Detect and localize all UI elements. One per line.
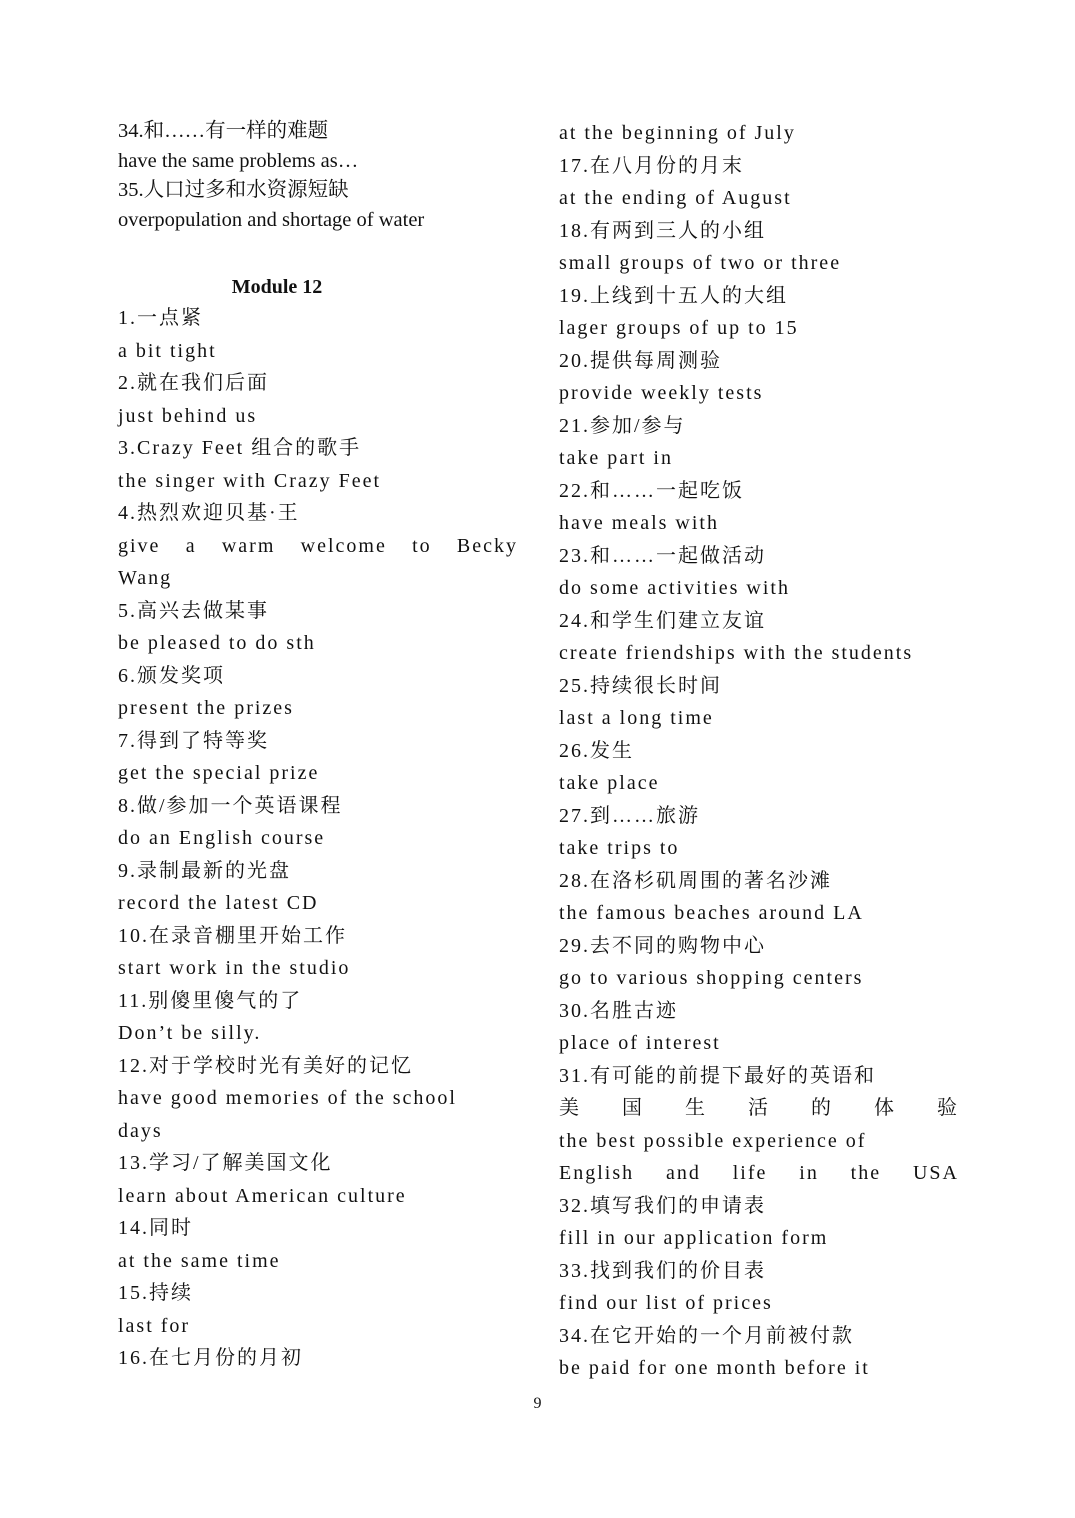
text-line: days [118, 1119, 163, 1142]
right-column [559, 117, 959, 1385]
text-line: 2.就在我们后面 [118, 372, 269, 394]
intro-line: 35.人口过多和水资源短缺 [118, 179, 349, 201]
text-line: 20.提供每周测验 [559, 349, 722, 372]
text-line: be paid for one month before it [559, 1357, 870, 1379]
text-line: find our list of prices [559, 1292, 773, 1314]
text-line: have good memories of the school [118, 1087, 457, 1109]
text-line: Wang [118, 567, 173, 589]
text-line: 29.去不同的购物中心 [559, 934, 766, 957]
text-line: 10.在录音棚里开始工作 [118, 924, 347, 947]
text-line: 美国生活的体验 [559, 1097, 959, 1119]
intro-line: have the same problems as… [118, 149, 359, 172]
text-line: 25.持续很长时间 [559, 674, 722, 697]
text-line: at the same time [118, 1249, 281, 1272]
text-line: learn about American culture [118, 1184, 407, 1207]
text-line: 16.在七月份的月初 [118, 1347, 303, 1369]
text-line: present the prizes [118, 697, 294, 719]
text-line: 4.热烈欢迎贝基·王 [118, 502, 300, 524]
text-line: Don’t be silly. [118, 1022, 262, 1044]
text-line: 12.对于学校时光有美好的记忆 [118, 1054, 413, 1077]
text-line: take trips to [559, 837, 680, 859]
text-line: at the ending of August [559, 187, 792, 209]
text-line: get the special prize [118, 762, 320, 784]
text-line: the singer with Crazy Feet [118, 469, 382, 492]
text-line: 27.到……旅游 [559, 804, 700, 827]
text-line: 11.别傻里傻气的了 [118, 989, 303, 1012]
intro-line: overpopulation and shortage of water [118, 208, 425, 231]
text-line: 8.做/参加一个英语课程 [118, 794, 343, 817]
text-line: go to various shopping centers [559, 967, 864, 989]
text-line: be pleased to do sth [118, 632, 316, 654]
text-line: 5.高兴去做某事 [118, 599, 269, 622]
text-line: the famous beaches around LA [559, 902, 864, 924]
text-line: at the beginning of July [559, 122, 796, 144]
text-line: 13.学习/了解美国文化 [118, 1152, 333, 1174]
text-line: just behind us [118, 404, 258, 427]
text-line: take place [559, 772, 660, 794]
text-line: 6.颁发奖项 [118, 664, 225, 687]
text-line: 34.在它开始的一个月前被付款 [559, 1324, 854, 1347]
text-line: 24.和学生们建立友谊 [559, 609, 766, 632]
text-line: give a warm welcome to Becky [118, 534, 518, 557]
text-line: lager groups of up to 15 [559, 317, 799, 339]
text-line: 31.有可能的前提下最好的英语和 [559, 1064, 876, 1087]
text-line: 30.名胜古迹 [559, 999, 678, 1022]
text-line: 18.有两到三人的小组 [559, 219, 766, 242]
text-line: place of interest [559, 1032, 721, 1054]
text-line: a bit tight [118, 339, 217, 362]
text-line: 1.一点紧 [118, 307, 203, 329]
text-line: start work in the studio [118, 957, 351, 979]
text-line: 26.发生 [559, 739, 634, 762]
text-line: 32.填写我们的申请表 [559, 1194, 766, 1217]
text-line: the best possible experience of [559, 1129, 867, 1152]
text-line: 7.得到了特等奖 [118, 729, 269, 752]
text-line: English and life in the USA [559, 1162, 959, 1184]
text-line: 3.Crazy Feet 组合的歌手 [118, 437, 362, 459]
text-line: last for [118, 1314, 191, 1337]
text-line: 33.找到我们的价目表 [559, 1259, 766, 1282]
intro-line: 34.和……有一样的难题 [118, 120, 329, 142]
text-line: 19.上线到十五人的大组 [559, 284, 788, 307]
text-line: last a long time [559, 707, 714, 729]
text-line: 21.参加/参与 [559, 414, 686, 437]
text-line: 14.同时 [118, 1217, 193, 1239]
text-line: small groups of two or three [559, 252, 842, 274]
page-number: 9 [533, 1395, 542, 1412]
text-line: 9.录制最新的光盘 [118, 859, 291, 882]
text-line: fill in our application form [559, 1227, 829, 1249]
text-line: 22.和……一起吃饭 [559, 479, 744, 502]
module-title: Module 12 [231, 276, 323, 298]
text-line: provide weekly tests [559, 382, 764, 404]
left-column [118, 117, 518, 1375]
text-line: take part in [559, 447, 673, 469]
text-line: do an English course [118, 827, 326, 849]
text-line: 28.在洛杉矶周围的著名沙滩 [559, 869, 832, 892]
text-line: 15.持续 [118, 1282, 193, 1304]
text-line: create friendships with the students [559, 642, 914, 664]
text-line: do some activities with [559, 577, 790, 599]
text-line: 23.和……一起做活动 [559, 544, 766, 567]
text-line: 17.在八月份的月末 [559, 154, 744, 177]
text-line: record the latest CD [118, 892, 319, 914]
text-line: have meals with [559, 512, 719, 534]
